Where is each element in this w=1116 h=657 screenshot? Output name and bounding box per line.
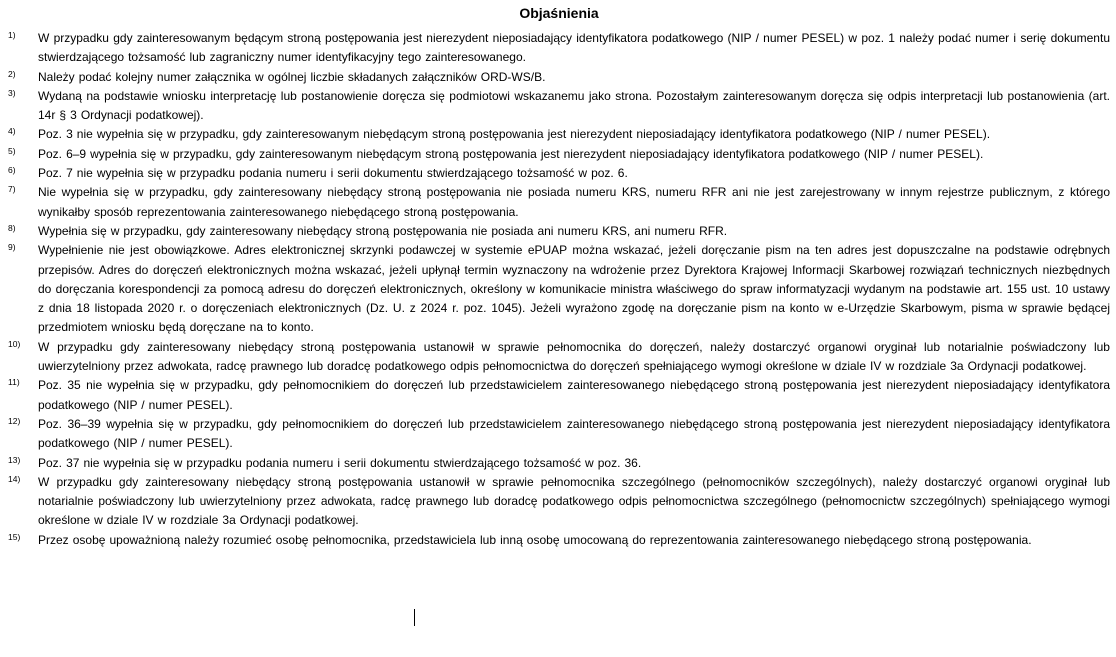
footnote-item <box>8 338 1110 377</box>
footnote-marker: 14) <box>8 473 21 484</box>
footnote-marker: 8) <box>8 222 16 233</box>
footnote-text: Wypełnia się w przypadku, gdy zainteresowany niebędący stroną postępowania nie posiada ani numeru KRS, ani numeru RFR. <box>38 223 728 238</box>
footnote-marker: 10) <box>8 338 21 349</box>
footnote-text: Poz. 35 nie wypełnia się w przypadku, gdy pełnomocnikiem do doręczeń lub przedstawicielem zainteresowanego niebędącego stroną postępowania jest nierezydent nieposiadający identyfikatora podatkowego (NIP / numer PESEL). <box>38 378 1110 412</box>
footnote-text: Należy podać kolejny numer załącznika w ogólnej liczbie składanych załączników ORD-WS/B. <box>38 69 546 84</box>
footnote-marker: 9) <box>8 242 16 253</box>
footnote-item <box>8 87 1110 126</box>
footnote-text: Poz. 37 nie wypełnia się w przypadku podania numeru i serii dokumentu stwierdzającego tożsamość w poz. 36. <box>38 455 642 470</box>
footnote-text: Poz. 6–9 wypełnia się w przypadku, gdy zainteresowanym niebędącym stroną postępowania jest nierezydent nieposiadający identyfikatora podatkowego (NIP / numer PESEL). <box>38 146 984 161</box>
footnote-marker: 11) <box>8 377 20 388</box>
footnote-marker: 1) <box>8 30 16 40</box>
footnote-marker: 6) <box>8 165 16 176</box>
footnote-text: W przypadku gdy zainteresowanym będącym stroną postępowania jest nierezydent nieposiadający identyfikatora podatkowego (NIP / numer PESEL) w poz. 1 należy podać numer i serię dokumentu stwierdzającego tożsamość lub zagraniczny numer identyfikacyjny tego zainteresowanego. <box>38 31 1110 65</box>
footnote-text: Nie wypełnia się w przypadku, gdy zainteresowany niebędący stroną postępowania nie posiada numeru KRS, numeru RFR ani nie jest zarejestrowany w innym rejestrze publicznym, z którego wynikałby sposób reprezentowania zainteresowanego niebędącego stroną postępowania. <box>38 185 1110 219</box>
footnote-item <box>8 531 1110 550</box>
footnote-text: W przypadku gdy zainteresowany niebędący stroną postępowania ustanowił w sprawie pełnomocnika do doręczeń, należy dostarczyć organowi oryginał lub notarialnie poświadczony lub uwierzytelniony przez adwokata, radcę prawnego lub doradcę podatkowego odpis pełnomocnictwa do doręczeń spełniającego wymogi określone w dziale IV w rozdziale 3a Ordynacji podatkowej. <box>38 339 1110 374</box>
footnote-item <box>8 473 1110 531</box>
footnote-marker: 2) <box>8 68 16 79</box>
footnote-marker: 15) <box>8 531 21 542</box>
footnote-item <box>8 125 1110 144</box>
footnote-marker: 3) <box>8 87 16 98</box>
footnote-item <box>8 164 1110 183</box>
footnote-text: Poz. 36–39 wypełnia się w przypadku, gdy pełnomocnikiem do doręczeń lub przedstawicielem zainteresowanego niebędącego stroną postępowania jest nierezydent nieposiadający identyfikatora podatkowego (NIP / numer PESEL). <box>38 416 1110 451</box>
footnote-text: Poz. 7 nie wypełnia się w przypadku podania numeru i serii dokumentu stwierdzającego tożsamość w poz. 6. <box>38 166 628 181</box>
footnote-marker: 5) <box>8 145 16 156</box>
footnote-text: Przez osobę upoważnioną należy rozumieć osobę pełnomocnika, przedstawiciela lub inną osobę umocowaną do reprezentowania zainteresowanego niebędącego stroną postępowania. <box>38 532 1032 547</box>
footnote-text: W przypadku gdy zainteresowany niebędący stroną postępowania ustanowił w sprawie pełnomocnika szczególnego (pełnomocników szczególnych), należy dostarczyć organowi oryginał lub notarialnie poświadczony lub uwierzytelniony przez adwokata, radcę prawnego lub doradcę podatkowego odpis pełnomocnictwa szczególnego (pełnomocnictw szczególnych) spełniającego wymogi określone w dziale IV w rozdziale 3a Ordynacji podatkowej. <box>38 474 1110 528</box>
footnote-item <box>8 415 1110 454</box>
footnote-item <box>8 183 1110 222</box>
footnote-item <box>8 68 1110 87</box>
footnote-marker: 13) <box>8 454 21 465</box>
page-title: Objaśnienia <box>519 5 599 21</box>
footnote-marker: 4) <box>8 126 16 137</box>
footnote-item <box>8 376 1110 415</box>
footnote-item <box>8 145 1110 164</box>
footnotes-list <box>8 29 1110 550</box>
footnote-item <box>8 222 1110 241</box>
footnote-marker: 7) <box>8 184 16 195</box>
text-caret <box>414 609 415 626</box>
footnote-item <box>8 29 1110 68</box>
footnote-item <box>8 241 1110 337</box>
footnote-text: Poz. 3 nie wypełnia się w przypadku, gdy zainteresowanym niebędącym stroną postępowania jest nierezydent nieposiadający identyfikatora podatkowego (NIP / numer PESEL). <box>38 127 991 142</box>
footnote-item <box>8 454 1110 473</box>
footnote-marker: 12) <box>8 415 21 426</box>
footnote-text: Wydaną na podstawie wniosku interpretację lub postanowienie doręcza się podmiotowi wskazanemu jako strona. Pozostałym zainteresowanym doręcza się odpis interpretacji lub postanowienia (art. 14r § 3 Ordynacji podatkowej). <box>38 88 1110 123</box>
footnote-text: Wypełnienie nie jest obowiązkowe. Adres elektronicznej skrzynki podawczej w systemie ePUAP można wskazać, jeżeli doręczanie pism na ten adres jest dopuszczalne na podstawie odrębnych przepisów. Adres do doręczeń elektronicznych można wskazać, jeżeli upłynął termin wyznaczony na wdrożenie przez Dyrektora Krajowej Informacji Skarbowej rozwiązań technicznych niezbędnych do doręczania korespondencji za pomocą adresu do doręczeń elektronicznych, określony w komunikacie ministra właściwego do spraw informatyzacji wydanym na podstawie art. 155 ust. 10 ustawy z dnia 18 listopada 2020 r. o doręczeniach elektronicznych (Dz. U. z 2024 r. poz. 1045). Jeżeli wyrażono zgodę na doręczanie pism na konto w e-Urzędzie Skarbowym, pisma w sprawie będącej przedmiotem wniosku będą doręczane na to konto. <box>38 243 1110 335</box>
